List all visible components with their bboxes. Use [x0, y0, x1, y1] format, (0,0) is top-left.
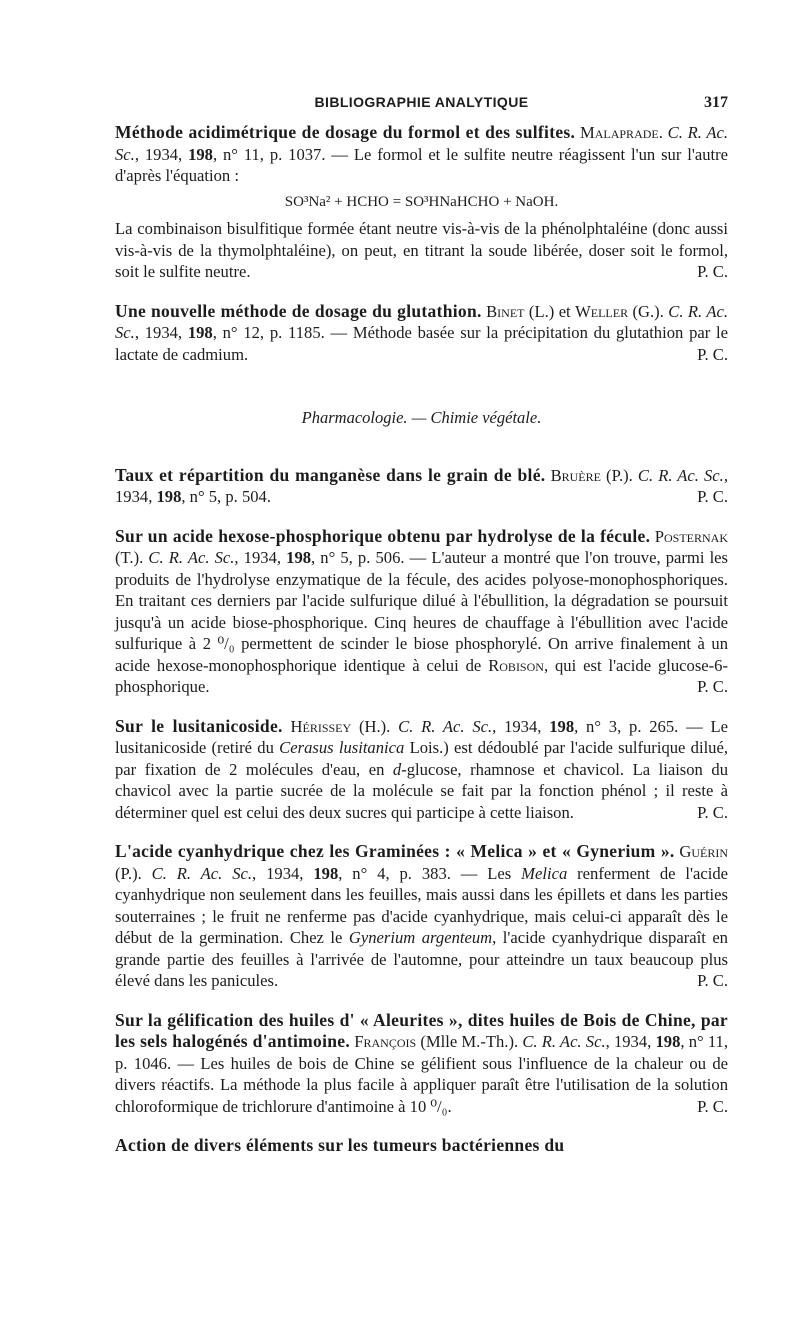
- signature: P. C.: [697, 971, 728, 990]
- volume: 198: [156, 487, 182, 506]
- signature: P. C.: [697, 677, 728, 696]
- entry-manganese: [115, 465, 728, 508]
- signature: P. C.: [697, 344, 728, 364]
- abstract-text: — L'auteur a montré que l'on trouve, parmi les produits de l'hydrolyse enzymatique de la fécule, des acides polyose-monophosphoriques. En traitant ces derniers par l'acide sulfurique dilué à l'ébullition, la dégradation se poursuit jusqu'à un acide biose-phosphorique. Cinq heures de chauffage à l'ébullition avec l'acide sulfurique à 2 ⁰/₀ permettent de scinder le biose phosphorylé. On arrive finalement à un acide hexose-monophosphorique identique à celui de: [115, 548, 729, 675]
- genus-name: Melica: [521, 863, 568, 883]
- author-suffix: (L.) et: [524, 301, 576, 321]
- abstract-text: La combinaison bisulfitique formée étant neutre vis-à-vis de la phénolphtaléine (donc aussi vis-à-vis de la thymolphtaléine), on peut, en titrant la soude libérée, doser soit le formol, soit le sulfite neutre.: [115, 219, 728, 281]
- page-content: [115, 122, 728, 1175]
- author: Binet: [486, 301, 525, 321]
- author-suffix: (P.).: [600, 465, 638, 485]
- pages: , n° 5, p. 506.: [311, 548, 405, 567]
- abstract-text: — Méthode basée sur la précipitation du glutathion par le lactate de cadmium.: [115, 323, 728, 364]
- abstract-text: Lois.) est dédoublé par l'acide sulfurique dilué, par fixation de 2 molécules d'eau, en: [115, 738, 728, 779]
- entry-title: Sur la gélification des huiles d' « Aleurites », dites huiles de Bois de Chine, par les sels halogénés d'antimoine.: [115, 1009, 728, 1051]
- author: François: [354, 1032, 417, 1051]
- abstract-text: — Le lusitanicoside (retiré du: [115, 716, 728, 757]
- entry-acide-cyanhydrique: [115, 841, 728, 992]
- author: Guérin: [679, 842, 729, 861]
- abstract-text: — Les huiles de bois de Chine se gélifient sous l'influence de la chaleur ou de divers réactifs. La méthode la plus facile à appliquer paraît être l'utilisation de la solution chloroformique de trichlorure d'antimoine à 10 ⁰/₀.: [115, 1053, 728, 1116]
- pages: , n° 4, p. 383.: [338, 863, 451, 883]
- author-suffix: (G.).: [628, 301, 669, 321]
- d-prefix: d: [392, 759, 402, 779]
- volume: 198: [286, 548, 312, 567]
- volume: 198: [313, 863, 339, 883]
- signature: P. C.: [697, 802, 728, 822]
- author: Bruère: [550, 465, 601, 485]
- entry-hexose-phosphorique: [115, 526, 728, 698]
- species-name: Cerasus lusitanica: [279, 738, 405, 757]
- author-suffix: (H.).: [351, 716, 399, 736]
- page-header: [115, 94, 728, 116]
- volume: 198: [187, 323, 213, 342]
- journal: C. R. Ac. Sc.: [151, 863, 253, 883]
- entry-lusitanicoside: [115, 716, 728, 824]
- entry-glutathion: [115, 301, 728, 366]
- author: Malaprade.: [579, 123, 663, 142]
- signature: P. C.: [697, 1096, 728, 1116]
- abstract-text: , qui est l'acide glucose-6-phosphorique.: [115, 655, 728, 696]
- author: Hérissey: [290, 716, 352, 736]
- signature: P. C.: [697, 487, 728, 506]
- author: Posternak: [654, 526, 728, 546]
- volume: 198: [188, 144, 213, 164]
- entry-huiles-bois-chine: [115, 1010, 728, 1118]
- equation: SO³Na² + HCHO = SO³HNaHCHO + NaOH.: [284, 193, 559, 210]
- abstract-text: , l'acide cyanhydrique disparaît en grande partie des feuilles à l'arrivée de l'automne, pour atteindre un taux beaucoup plus élevé dans les panicules.: [115, 928, 728, 990]
- pages: , n° 3, p. 265.: [574, 716, 679, 736]
- abstract-text: -glucose, rhamnose et chavicol. La liaison du chavicol avec la partie sucrée de la molécule se fait par la fonction phénol ; il reste à déterminer quel est celui des deux sucres qui participe à cette liaison.: [115, 759, 728, 822]
- entry-title: Taux et répartition du manganèse dans le grain de blé.: [115, 464, 546, 485]
- year: , 1934,: [134, 144, 189, 164]
- year: , 1934,: [252, 863, 314, 883]
- volume: 198: [549, 716, 575, 736]
- journal: C. R. Ac. Sc.: [398, 716, 493, 736]
- volume: 198: [655, 1032, 681, 1051]
- pages: , n° 12, p. 1185.: [212, 323, 325, 342]
- author: Weller: [575, 301, 629, 321]
- entry-title: Méthode acidimétrique de dosage du formol et des sulfites.: [115, 122, 576, 142]
- year: , 1934,: [492, 716, 550, 736]
- pages: , n° 11, p. 1037.: [212, 144, 326, 164]
- signature: P. C.: [697, 262, 728, 281]
- pages: , n° 5, p. 504.: [181, 487, 271, 506]
- author-suffix: (T.).: [115, 548, 149, 567]
- abstract-text: — Le formol et le sulfite neutre réagissent l'un sur l'autre d'après l'équation :: [115, 144, 729, 185]
- journal: C. R. Ac. Sc.: [148, 548, 235, 567]
- author-suffix: (Mlle M.-Th.).: [416, 1032, 523, 1051]
- entry-title: Sur le lusitanicoside.: [115, 715, 283, 736]
- year: , 1934,: [134, 323, 188, 342]
- entry-formol-sulfites: [115, 122, 728, 283]
- running-head: BIBLIOGRAPHIE ANALYTIQUE: [314, 94, 529, 110]
- entry-title: Sur un acide hexose-phosphorique obtenu par hydrolyse de la fécule.: [115, 525, 651, 546]
- entry-title: Action de divers éléments sur les tumeurs bactériennes du: [115, 1135, 565, 1155]
- journal: C. R. Ac. Sc.: [637, 465, 724, 485]
- year: , 1934,: [234, 548, 287, 567]
- author-suffix: (P.).: [115, 863, 152, 883]
- pages: , n° 11, p. 1046.: [115, 1032, 729, 1073]
- year: , 1934,: [115, 465, 728, 506]
- journal: C. R. Ac. Sc.: [115, 301, 728, 342]
- section-heading: Pharmacologie. — Chimie végétale.: [301, 408, 542, 427]
- journal: C. R. Ac. Sc.: [522, 1032, 606, 1051]
- entry-tumeurs-bacteriennes: [115, 1135, 728, 1157]
- year: , 1934,: [605, 1032, 656, 1051]
- ref-author: Robison: [488, 655, 544, 675]
- entry-title: Une nouvelle méthode de dosage du glutathion.: [115, 300, 482, 321]
- journal: C. R. Ac. Sc.: [115, 123, 729, 164]
- abstract-text: renferment de l'acide cyanhydrique non seulement dans les feuilles, mais aussi dans les épillets et dans les parties souterraines ; le fruit ne renferme pas d'acide cyanhydrique, mais celui-ci apparaît dès le début de la germination. Chez le: [115, 863, 729, 947]
- species-name: Gynerium argenteum: [348, 928, 493, 947]
- page-number: 317: [704, 94, 728, 111]
- abstract-text: — Les: [450, 863, 522, 883]
- entry-title: L'acide cyanhydrique chez les Graminées : « Melica » et « Gynerium ».: [115, 841, 675, 861]
